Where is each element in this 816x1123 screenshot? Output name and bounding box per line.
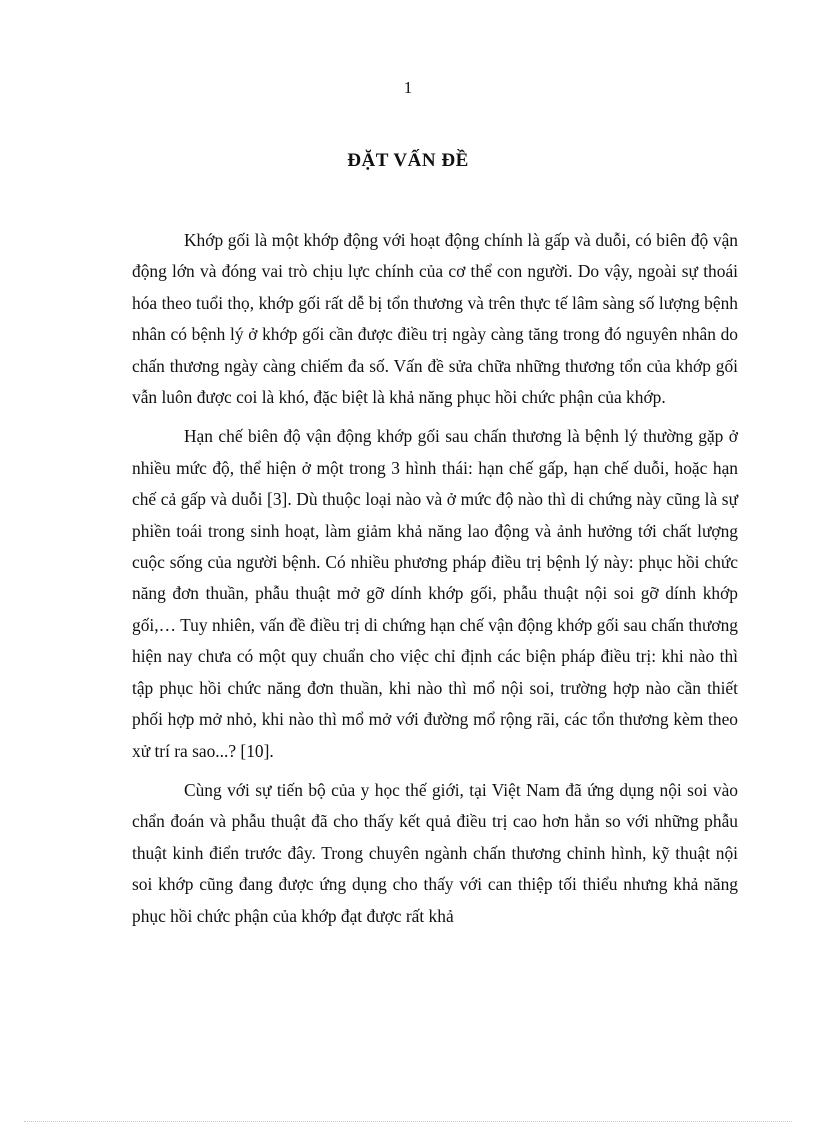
page-number: 1 (403, 78, 413, 97)
paragraph-2: Hạn chế biên độ vận động khớp gối sau chấn thương là bệnh lý thường gặp ở nhiều mức độ, thể hiện ở một trong 3 hình thái: hạn chế gấp, hạn chế duỗi, hoặc hạn chế cả gấp và duỗi [3]. Dù thuộc loại nào và ở mức độ nào thì di chứng này cũng là sự phiền toái trong sinh hoạt, làm giảm khả năng lao động và ảnh hưởng tới chất lượng cuộc sống của người bệnh. Có nhiều phương pháp điều trị bệnh lý này: phục hồi chức năng đơn thuần, phẫu thuật mở gỡ dính khớp gối, phẫu thuật nội soi gỡ dính khớp gối,… Tuy nhiên, vấn đề điều trị di chứng hạn chế vận động khớp gối sau chấn thương hiện nay chưa có một quy chuẩn cho việc chỉ định các biện pháp điều trị: khi nào thì tập phục hồi chức năng đơn thuần, khi nào thì mổ nội soi, trường hợp nào cần thiết phối hợp mở nhỏ, khi nào thì mổ mở với đường mổ rộng rãi, các tổn thương kèm theo xử trí ra sao...? [10]. (132, 426, 738, 761)
page-title: ĐẶT VẤN ĐỀ (347, 150, 469, 171)
page-bottom-divider (24, 1121, 792, 1122)
paragraph-3: Cùng với sự tiến bộ của y học thế giới, tại Việt Nam đã ứng dụng nội soi vào chẩn đoán và phẫu thuật đã cho thấy kết quả điều trị cao hơn hẳn so với những phẫu thuật kinh điển trước đây. Trong chuyên ngành chấn thương chỉnh hình, kỹ thuật nội soi khớp cũng đang được ứng dụng cho thấy với can thiệp tối thiểu nhưng khả năng phục hồi chức phận của khớp đạt được rất khả (132, 779, 738, 926)
paragraph-1: Khớp gối là một khớp động với hoạt động chính là gấp và duỗi, có biên độ vận động lớn và đóng vai trò chịu lực chính của cơ thể con người. Do vậy, ngoài sự thoái hóa theo tuổi thọ, khớp gối rất dễ bị tổn thương và trên thực tế lâm sàng số lượng bệnh nhân có bệnh lý ở khớp gối cần được điều trị ngày càng tăng trong đó nguyên nhân do chấn thương ngày càng chiếm đa số. Vấn đề sửa chữa những thương tổn của khớp gối vẫn luôn được coi là khó, đặc biệt là khả năng phục hồi chức phận của khớp. (132, 230, 738, 408)
document-body (132, 225, 738, 940)
